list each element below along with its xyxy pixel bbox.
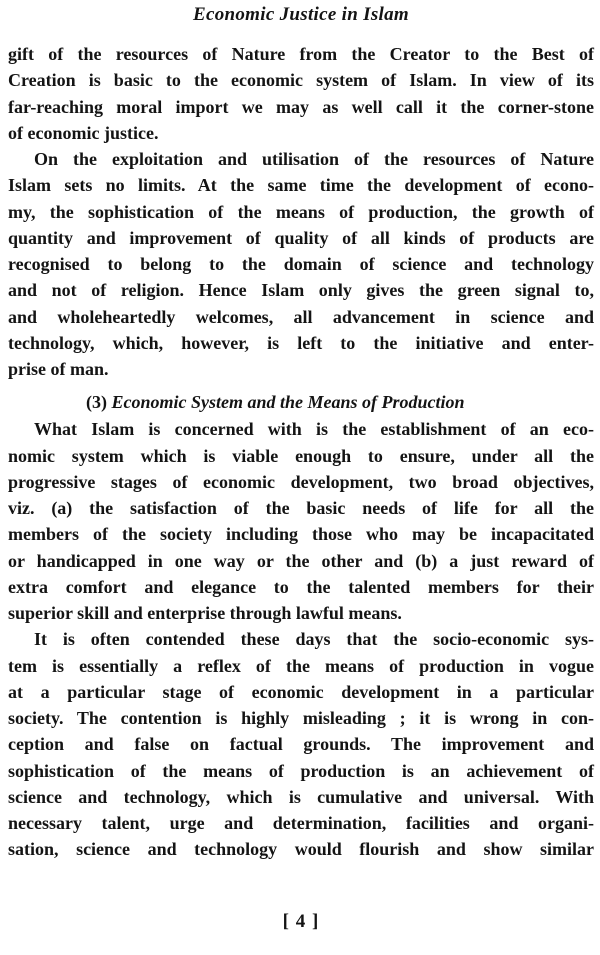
text-line: gift of the resources of Nature from the Creator to the Best of bbox=[8, 44, 594, 64]
text-line: far-reaching moral import we may as well call it the corner-stone bbox=[8, 96, 594, 117]
text-line: extra comfort and elegance to the talented members for their bbox=[8, 576, 594, 597]
text-line: superior skill and enterprise through lawful means. bbox=[8, 603, 402, 623]
text-line: prise of man. bbox=[8, 359, 109, 379]
paragraph bbox=[8, 146, 594, 382]
text-line: ception and false on factual grounds. The improvement and bbox=[8, 734, 594, 755]
text-line: sophistication of the means of production is an achievement of bbox=[8, 760, 594, 781]
text-line: and not of religion. Hence Islam only gives the green signal to, bbox=[8, 280, 594, 301]
text-line: members of the society including those who may be incapacitated bbox=[8, 524, 594, 545]
body-text bbox=[8, 41, 594, 863]
text-line: What Islam is concerned with is the establishment of an eco- bbox=[34, 419, 594, 440]
text-line: technology, which, however, is left to the initiative and enter- bbox=[8, 332, 594, 353]
text-line: of economic justice. bbox=[8, 122, 159, 143]
text-line: On the exploitation and utilisation of the resources of Nature bbox=[34, 149, 594, 169]
book-page bbox=[8, 0, 594, 955]
section-heading bbox=[8, 382, 594, 416]
section-title: Economic System and the Means of Production bbox=[111, 392, 465, 413]
running-head: Economic Justice in Islam bbox=[193, 4, 409, 25]
text-line: science and technology, which is cumulative and universal. With bbox=[8, 786, 594, 807]
text-line: my, the sophistication of the means of production, the growth of bbox=[8, 201, 594, 222]
text-line: sation, science and technology would flourish and show similar bbox=[8, 839, 594, 860]
paragraph bbox=[8, 626, 594, 862]
text-line: necessary talent, urge and determination, facilities and organi- bbox=[8, 813, 594, 833]
text-line: progressive stages of economic development, two broad objectives, bbox=[8, 471, 594, 492]
text-line: or handicapped in one way or the other and (b) a just reward of bbox=[8, 550, 594, 571]
text-line: It is often contended these days that the socio-economic sys- bbox=[34, 629, 594, 650]
text-line: quantity and improvement of quality of all kinds of products are bbox=[8, 227, 594, 248]
section-number: (3) bbox=[86, 392, 112, 413]
paragraph bbox=[8, 41, 594, 146]
text-line: viz. (a) the satisfaction of the basic needs of life for all the bbox=[8, 498, 594, 518]
paragraph bbox=[8, 416, 594, 626]
text-line: nomic system which is viable enough to ensure, under all the bbox=[8, 445, 594, 466]
text-line: recognised to belong to the domain of science and technology bbox=[8, 254, 594, 274]
text-line: society. The contention is highly misleading ; it is wrong in con- bbox=[8, 708, 594, 728]
text-line: tem is essentially a reflex of the means of production in vogue bbox=[8, 655, 594, 676]
text-line: Islam sets no limits. At the same time the development of econo- bbox=[8, 175, 594, 196]
text-line: at a particular stage of economic development in a particular bbox=[8, 681, 594, 702]
text-line: Creation is basic to the economic system of Islam. In view of its bbox=[8, 70, 594, 91]
text-line: and wholeheartedly welcomes, all advancement in science and bbox=[8, 306, 594, 327]
page-number: [ 4 ] bbox=[282, 911, 320, 932]
